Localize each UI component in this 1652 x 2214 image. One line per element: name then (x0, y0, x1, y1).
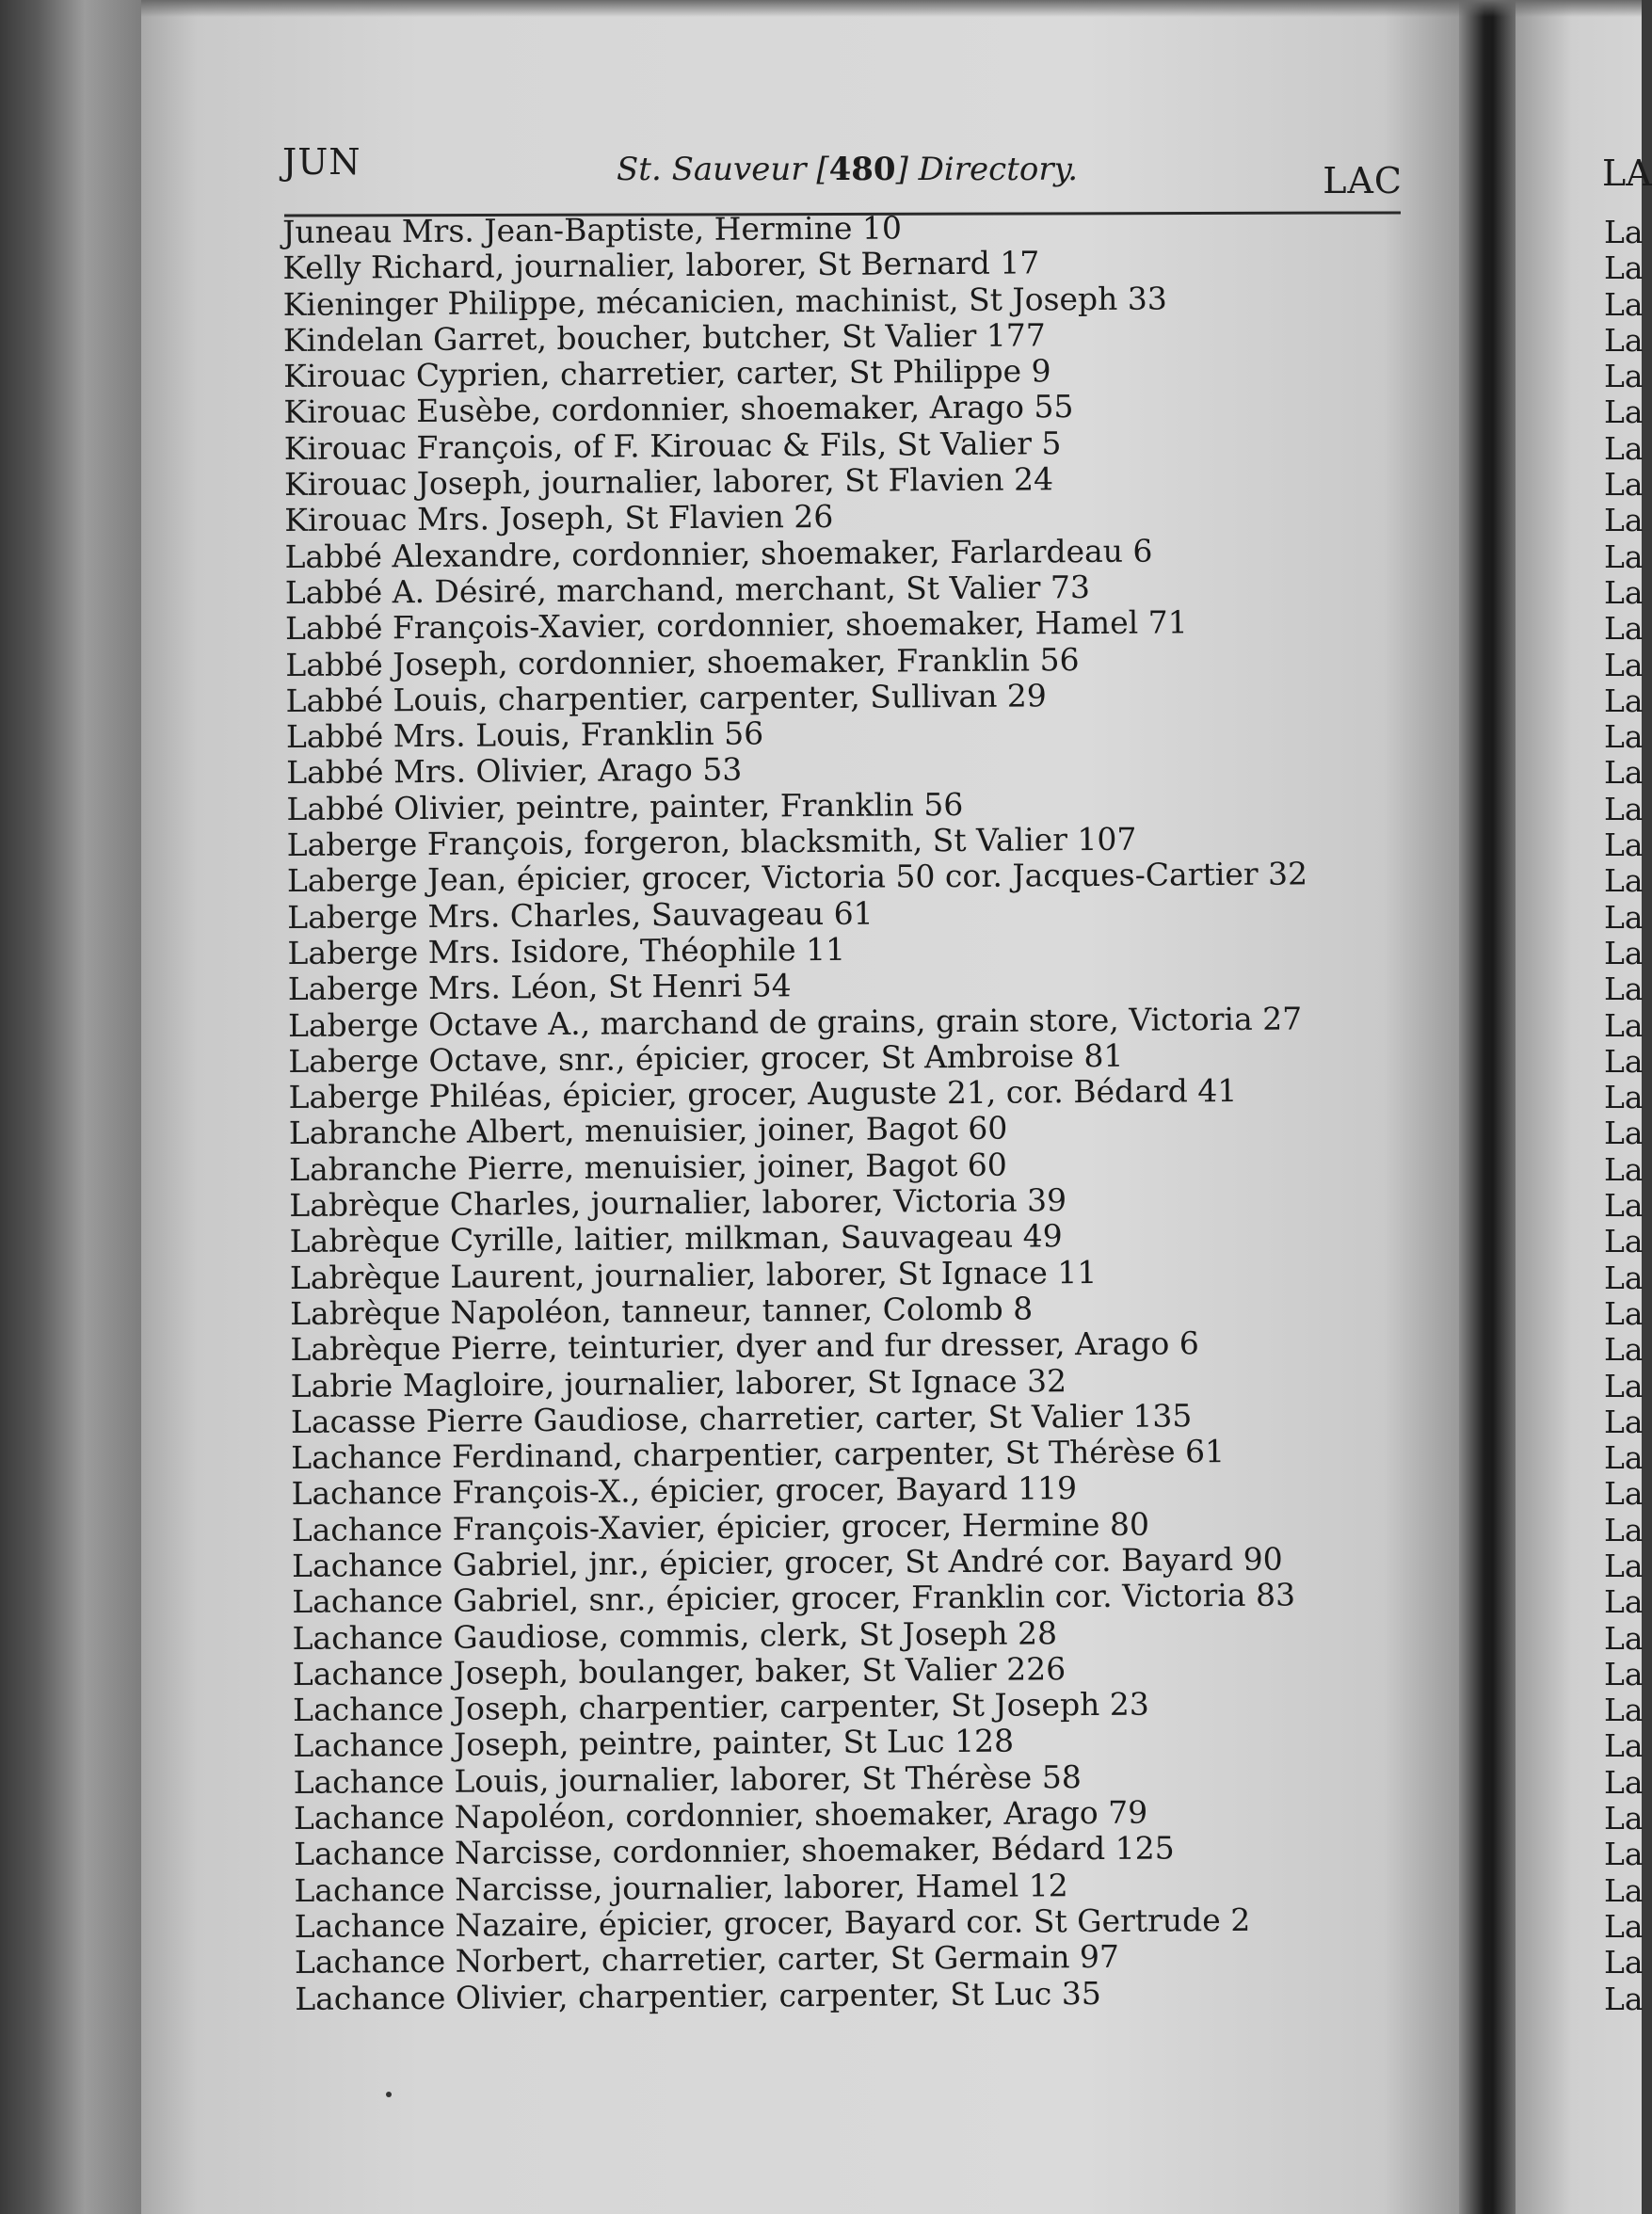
directory-entry: Lachance Louis, journalier, laborer, St Thérèse 58 (293, 1757, 1082, 1801)
directory-entry: Labrèque Charles, journalier, laborer, Victoria 39 (289, 1181, 1067, 1224)
facing-page-fragment: La (1604, 1619, 1644, 1657)
facing-page-fragment: La (1604, 393, 1644, 431)
directory-entry: Labrèque Cyrille, laitier, milkman, Sauvageau 49 (289, 1217, 1063, 1260)
top-shadow (141, 0, 1642, 17)
page-number: 480 (828, 151, 896, 188)
directory-entry: Kindelan Garret, boucher, butcher, St Valier 177 (282, 316, 1046, 359)
facing-page-fragment: La (1604, 1115, 1644, 1152)
directory-entry: Lachance Narcisse, journalier, laborer, Hamel 12 (294, 1866, 1068, 1909)
header-title-post: ] Directory. (895, 151, 1079, 188)
facing-page-fragment: La (1604, 646, 1644, 683)
directory-entry: Laberge Jean, épicier, grocer, Victoria 50 cor. Jacques-Cartier 32 (286, 855, 1308, 900)
directory-entry: Laberge François, forgeron, blacksmith, St Valier 107 (286, 820, 1137, 864)
facing-page-fragment: La (1604, 682, 1644, 719)
facing-page-fragment: La (1604, 502, 1644, 539)
directory-entry: Lachance Gabriel, snr., épicier, grocer, Franklin cor. Victoria 83 (292, 1576, 1296, 1621)
facing-page-fragment: La (1604, 862, 1644, 900)
directory-entry: Lachance Nazaire, épicier, grocer, Bayard cor. St Gertrude 2 (294, 1901, 1251, 1945)
facing-page-fragment: La (1604, 1836, 1644, 1873)
facing-page-header: LA (1602, 152, 1652, 194)
facing-page-fragment: La (1604, 321, 1644, 359)
header-title (617, 151, 1078, 188)
directory-entry: Labbé François-Xavier, cordonnier, shoemaker, Hamel 71 (284, 603, 1188, 648)
directory-entry: Laberge Mrs. Charles, Sauvageau 61 (287, 894, 874, 936)
directory-entry: Laberge Octave A., marchand de grains, grain store, Victoria 27 (287, 999, 1303, 1044)
directory-entry: Laberge Philéas, épicier, grocer, Auguste 21, cor. Bédard 41 (288, 1072, 1238, 1116)
directory-entry: Lachance Joseph, charpentier, carpenter, St Joseph 23 (292, 1685, 1149, 1729)
directory-entry: Kirouac Mrs. Joseph, St Flavien 26 (284, 498, 834, 539)
directory-entry: Kieninger Philippe, mécanicien, machinist, St Joseph 33 (282, 280, 1167, 323)
facing-page-fragment: La (1604, 1006, 1644, 1044)
facing-page-fragment: La (1604, 1692, 1644, 1729)
directory-entry: Lachance Gabriel, jnr., épicier, grocer, St André cor. Bayard 90 (291, 1540, 1283, 1584)
facing-page-fragment: La (1604, 1079, 1644, 1116)
facing-page-fragment: La (1604, 1944, 1644, 1981)
directory-entry: Kirouac François, of F. Kirouac & Fils, St Valier 5 (283, 425, 1062, 467)
facing-page-fragment: La (1604, 249, 1644, 287)
directory-entry: Juneau Mrs. Jean-Baptiste, Hermine 10 (281, 209, 903, 250)
header-left-word: JUN (282, 141, 361, 183)
directory-entry: Labbé Alexandre, cordonnier, shoemaker, Farlardeau 6 (284, 532, 1153, 575)
facing-page-fragment: La (1604, 358, 1644, 395)
facing-page-fragment: La (1604, 826, 1644, 864)
directory-entry: Lachance Napoléon, cordonnier, shoemaker, Arago 79 (293, 1793, 1148, 1837)
facing-page-fragment: La (1604, 1150, 1644, 1188)
facing-page-fragment: La (1604, 934, 1644, 971)
directory-entry: Laberge Octave, snr., épicier, grocer, St Ambroise 81 (288, 1036, 1124, 1080)
facing-page-fragment: La (1604, 1583, 1644, 1621)
directory-entry: Labrèque Napoléon, tanneur, tanner, Colomb 8 (290, 1290, 1034, 1332)
directory-entry: Labbé A. Désiré, marchand, merchant, St Valier 73 (284, 568, 1091, 611)
page-header (282, 141, 1403, 201)
directory-entry: Lachance Ferdinand, charpentier, carpenter, St Thérèse 61 (291, 1433, 1226, 1477)
directory-entry: Lachance François-X., épicier, grocer, Bayard 119 (291, 1469, 1078, 1513)
directory-entry: Lachance François-Xavier, épicier, grocer, Hermine 80 (291, 1505, 1150, 1548)
book-page-edges (0, 0, 141, 2214)
directory-entry: Lachance Olivier, charpentier, carpenter, St Luc 35 (295, 1974, 1101, 2017)
directory-entries (282, 206, 1471, 2017)
directory-entry: Labbé Joseph, cordonnier, shoemaker, Franklin 56 (285, 640, 1080, 683)
facing-page-fragments (1604, 215, 1644, 2017)
directory-entry: Lachance Joseph, boulanger, baker, St Valier 226 (292, 1650, 1067, 1693)
directory-entry: Lachance Gaudiose, commis, clerk, St Joseph 28 (292, 1613, 1058, 1657)
directory-entry: Labbé Olivier, peintre, painter, Franklin 56 (286, 785, 964, 827)
directory-entry: Labrie Magloire, journalier, laborer, St Ignace 32 (290, 1361, 1067, 1404)
facing-page-fragment: La (1604, 1475, 1644, 1513)
directory-entry: Labranche Pierre, menuisier, joiner, Bagot 60 (288, 1146, 1007, 1188)
facing-page-fragment: La (1604, 718, 1644, 756)
facing-page-fragment: La (1604, 1727, 1644, 1765)
facing-page-fragment: La (1604, 429, 1644, 467)
facing-page-fragment: La (1604, 1907, 1644, 1945)
header-title-pre: St. Sauveur [ (617, 151, 829, 188)
facing-page-fragment: La (1604, 1294, 1644, 1332)
facing-page-fragment: La (1604, 971, 1644, 1008)
facing-page-fragment: La (1604, 1042, 1644, 1080)
facing-page-fragment: La (1604, 573, 1644, 611)
facing-page-fragment: La (1604, 1223, 1644, 1260)
directory-entry: Lachance Norbert, charretier, carter, St Germain 97 (294, 1938, 1120, 1981)
facing-page-fragment: La (1604, 1331, 1644, 1369)
facing-page-fragment: La (1604, 1187, 1644, 1225)
directory-entry: Kirouac Cyprien, charretier, carter, St Philippe 9 (283, 352, 1051, 395)
directory-entry: Labrèque Pierre, teinturier, dyer and fur dresser, Arago 6 (290, 1324, 1199, 1369)
directory-entry: Labbé Mrs. Louis, Franklin 56 (285, 714, 764, 756)
facing-page-fragment: La (1604, 610, 1644, 648)
ink-speck (386, 2092, 392, 2097)
directory-entry: Labrèque Laurent, journalier, laborer, St Ignace 11 (289, 1253, 1098, 1296)
facing-page-fragment: La (1604, 1511, 1644, 1548)
facing-page-fragment: La (1604, 1547, 1644, 1584)
facing-page-fragment: La (1604, 754, 1644, 792)
facing-page-fragment: La (1604, 1763, 1644, 1801)
directory-entry: Kirouac Eusèbe, cordonnier, shoemaker, Arago 55 (283, 388, 1074, 431)
directory-entry: Labranche Albert, menuisier, joiner, Bagot 60 (288, 1110, 1008, 1152)
directory-entry: Kelly Richard, journalier, laborer, St Bernard 17 (282, 244, 1040, 287)
facing-page-fragment: La (1604, 537, 1644, 575)
directory-entry: Lachance Narcisse, cordonnier, shoemaker, Bédard 125 (294, 1829, 1175, 1873)
directory-entry: Laberge Mrs. Isidore, Théophile 11 (287, 930, 846, 971)
facing-page-fragment: La (1604, 790, 1644, 827)
facing-page-fragment: La (1604, 1800, 1644, 1837)
directory-entry: Labbé Louis, charpentier, carpenter, Sullivan 29 (285, 677, 1047, 719)
facing-page-fragment: La (1604, 285, 1644, 323)
directory-entry: Labbé Mrs. Olivier, Arago 53 (286, 751, 743, 792)
facing-page-fragment: La (1604, 1655, 1644, 1693)
facing-page-fragment: La (1604, 1871, 1644, 1909)
directory-entry: Kirouac Joseph, journalier, laborer, St Flavien 24 (283, 460, 1054, 504)
facing-page-fragment: La (1604, 1403, 1644, 1440)
directory-entry: Laberge Mrs. Léon, St Henri 54 (287, 967, 792, 1008)
facing-page-fragment: La (1604, 214, 1644, 250)
facing-page-fragment: La (1604, 1980, 1644, 2017)
facing-page-fragment: La (1604, 1439, 1644, 1477)
directory-entry: Lacasse Pierre Gaudiose, charretier, carter, St Valier 135 (290, 1397, 1193, 1440)
header-right-word: LAC (1323, 160, 1403, 201)
facing-page-fragment: La (1604, 898, 1644, 936)
facing-page-fragment: La (1604, 1367, 1644, 1404)
directory-entry: Lachance Joseph, peintre, painter, St Luc 128 (293, 1723, 1015, 1765)
facing-page-fragment: La (1604, 466, 1644, 504)
facing-page-fragment: La (1604, 1259, 1644, 1296)
